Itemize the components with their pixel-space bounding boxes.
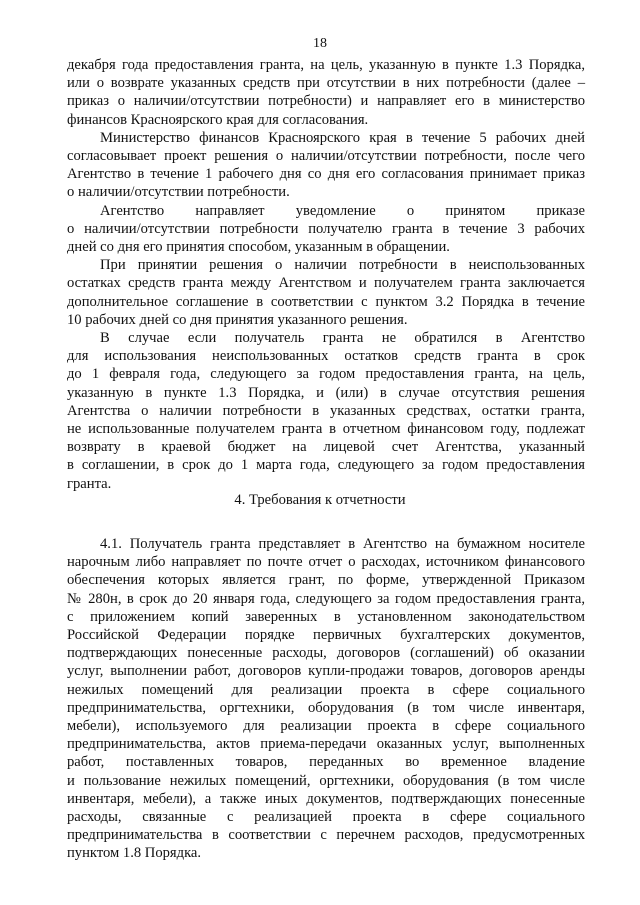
text-line: приказ о наличии/отсутствии потребности) и направляет его в министерство [67,93,585,110]
text-line: В случае если получатель гранта не обратился в Агентство [100,330,585,347]
text-line: 10 рабочих дней со дня принятия указанного решения. [67,311,408,328]
page-number: 18 [313,36,327,51]
text-line: нарочным либо направляет по почте отчет о расходах, источником финансового [67,554,585,571]
text-line: Министерство финансов Красноярского края в течение 5 рабочих дней [100,129,585,146]
text-line: для использования неиспользованных остатков средств гранта в срок [67,348,585,365]
text-line: дополнительное соглашение в соответствии с пунктом 3.2 Порядка в течение [67,293,585,310]
text-line: остатках средств гранта между Агентством и получателем гранта заключается [67,275,585,292]
paragraph-reporting-requirements [67,535,585,863]
text-line: пунктом 1.8 Порядка. [67,845,202,862]
text-line: в соглашении, в срок до 1 марта года, следующего за годом предоставления [67,457,585,474]
text-line: предпринимательства в соответствии с перечнем расходов, предусмотренных [67,827,585,844]
paragraph-additional-agreement [67,256,585,329]
text-line: предпринимательства, актов приема-передачи оказанных услуг, выполненных [67,736,585,753]
text-line: Российской Федерации порядке первичных бухгалтерских документов, [67,627,585,644]
text-line: или о возврате указанных средств при отсутствии в них потребности (далее – [67,75,585,92]
section-heading: 4. Требования к отчетности [234,492,406,508]
text-line: о наличии/отсутствии потребности. [67,184,290,201]
paragraph-ministry-approval [67,129,585,202]
text-line: дней со дня его принятия способом, указанным в обращении. [67,239,450,256]
text-line: до 1 февраля года, следующего за годом предоставления гранта, на цель, [67,366,585,383]
paragraph-notification [67,202,585,257]
text-line: инвентаря, мебели), а также иных документов, подтверждающих понесенные [67,790,585,807]
paragraph-grant-return-order [67,56,585,129]
text-line: мебели), используемого для реализации проекта в сфере социального [67,718,585,735]
text-line: № 280н, в срок до 20 января года, следующего за годом предоставления гранта, [67,590,585,607]
text-line: возврату в краевой бюджет на лицевой счет Агентства, указанный [67,439,585,456]
text-line: подтверждающих понесенные расходы, договоров (соглашений) об оказании [67,645,585,662]
text-line: не использованные получателем гранта в отчетном финансовом году, подлежат [67,421,585,438]
text-line: услуг, выполнении работ, договоров купли-продажи товаров, договоров аренды [67,663,585,680]
text-line: нежилых помещений для реализации проекта в сфере социального [67,681,585,698]
text-line: финансов Красноярского края для согласования. [67,111,369,128]
text-line: и пользование нежилых помещений, оргтехники, оборудования (в том числе [67,772,585,789]
section-text-block [67,535,585,863]
text-line: 4.1. Получатель гранта представляет в Агентство на бумажном носителе [100,536,585,552]
text-line: с приложением копий заверенных в установленном законодательством [67,608,585,625]
text-line: согласовывает проект решения о наличии/отсутствии потребности, после чего [67,148,585,165]
text-line: гранта. [67,475,112,492]
text-line: расходы, связанные с реализацией проекта в сфере социального [67,809,585,826]
paragraph-return-to-budget [67,329,585,493]
top-text-block [67,56,585,493]
text-line: работ, поставленных товаров, переданных во временное владение [67,754,585,771]
text-line: Агентство в течение 1 рабочего дня со дня его согласования принимает приказ [67,166,585,183]
text-line: указанную в пункте 1.3 Порядка, и (или) в случае отсутствия решения [67,384,585,401]
text-line: Агентство направляет уведомление о принятом приказе [100,202,585,219]
text-line: предпринимательства, оргтехники, оборудования (в том числе инвентаря, [67,699,585,716]
text-line: о наличии/отсутствии потребности получателю гранта в течение 3 рабочих [67,220,585,237]
text-line: обеспечения которых является грант, по форме, утвержденной Приказом [67,572,585,589]
text-line: Агентства о наличии потребности в указанных средствах, остатки гранта, [67,402,585,419]
text-line: При принятии решения о наличии потребности в неиспользованных [100,257,585,274]
text-line: декабря года предоставления гранта, на цель, указанную в пункте 1.3 Порядка, [67,57,585,73]
